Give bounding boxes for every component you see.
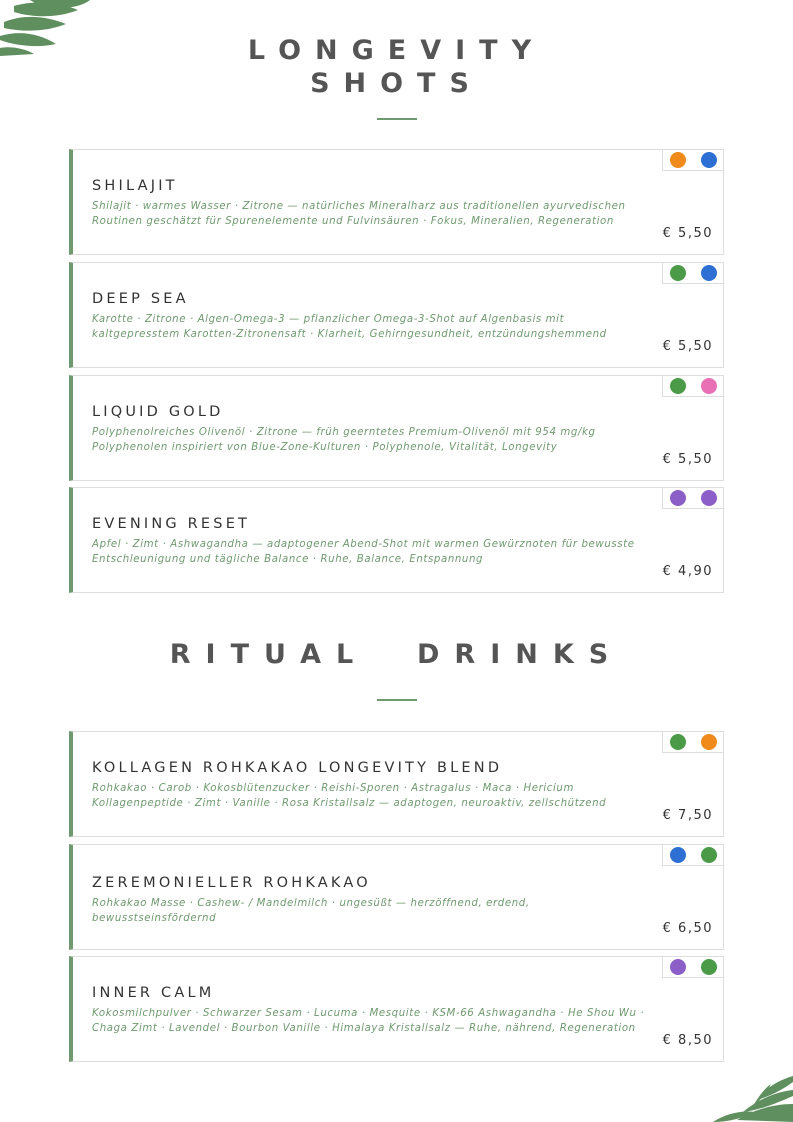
color-dot: [670, 152, 686, 168]
color-dot: [701, 265, 717, 281]
item-price: € 5,50: [662, 226, 713, 241]
dietary-dots: [662, 262, 724, 284]
item-name: INNER CALM: [92, 985, 215, 1001]
menu-item-card: [69, 149, 724, 255]
menu-item-card: [69, 487, 724, 593]
item-price: € 7,50: [662, 808, 713, 823]
section-title: [0, 34, 793, 100]
color-dot: [670, 378, 686, 394]
section-title-line: RITUAL DRINKS: [169, 639, 624, 670]
dietary-dots: [662, 149, 724, 171]
item-description: Rohkakao Masse · Cashew- / Mandelmilch · ungesüßt — herzöffnend, erdend, bewusstseinsfördernd: [92, 898, 530, 924]
color-dot: [670, 847, 686, 863]
item-name: LIQUID GOLD: [92, 404, 224, 420]
item-price: € 8,50: [662, 1033, 713, 1048]
item-price: € 5,50: [662, 452, 713, 467]
dietary-dots: [662, 956, 724, 978]
section-title-line: LONGEVITY: [247, 35, 546, 66]
menu-item-card: [69, 956, 724, 1062]
item-name: ZEREMONIELLER ROHKAKAO: [92, 875, 371, 891]
item-name: EVENING RESET: [92, 516, 251, 532]
section-divider: [377, 699, 417, 701]
dietary-dots: [662, 731, 724, 753]
menu-item-card: [69, 262, 724, 368]
section-title-line: SHOTS: [310, 68, 483, 99]
color-dot: [670, 734, 686, 750]
item-price: € 5,50: [662, 339, 713, 354]
dietary-dots: [662, 844, 724, 866]
item-description: Rohkakao · Carob · Kokosblütenzucker · Reishi-Sporen · Astragalus · Maca · Hericium Kollagenpeptide · Zimt · Vanille · Rosa Kristallsalz — adaptogen, neuroaktiv, zellschützend: [92, 783, 607, 809]
color-dot: [670, 490, 686, 506]
item-name: KOLLAGEN ROHKAKAO LONGEVITY BLEND: [92, 760, 503, 776]
color-dot: [701, 490, 717, 506]
menu-item-card: [69, 844, 724, 950]
item-price: € 4,90: [662, 564, 713, 579]
color-dot: [701, 959, 717, 975]
menu-item-card: [69, 731, 724, 837]
item-name: SHILAJIT: [92, 178, 178, 194]
item-description: Kokosmilchpulver · Schwarzer Sesam · Lucuma · Mesquite · KSM-66 Ashwagandha · He Shou Wu · Chaga Zimt · Lavendel · Bourbon Vanille · Himalaya Kristallsalz — Ruhe, nährend, Regeneration: [92, 1008, 645, 1034]
dietary-dots: [662, 487, 724, 509]
color-dot: [670, 265, 686, 281]
dietary-dots: [662, 375, 724, 397]
color-dot: [701, 847, 717, 863]
color-dot: [701, 378, 717, 394]
color-dot: [701, 152, 717, 168]
color-dot: [670, 959, 686, 975]
item-description: Polyphenolreiches Olivenöl · Zitrone — früh geerntetes Premium-Olivenöl mit 954 mg/kg Polyphenolen inspiriert von Blue-Zone-Kulturen · Polyphenole, Vitalität, Longevity: [92, 427, 596, 453]
item-description: Karotte · Zitrone · Algen-Omega-3 — pflanzlicher Omega-3-Shot auf Algenbasis mit kaltgepresstem Karotten-Zitronensaft · Klarheit, Gehirngesundheit, entzündungshemmend: [92, 314, 607, 340]
item-name: DEEP SEA: [92, 291, 189, 307]
section-divider: [377, 118, 417, 120]
item-price: € 6,50: [662, 921, 713, 936]
menu-item-card: [69, 375, 724, 481]
item-description: Apfel · Zimt · Ashwagandha — adaptogener Abend-Shot mit warmen Gewürznoten für bewusste Entschleunigung und tägliche Balance · Ruhe, Balance, Entspannung: [92, 539, 635, 565]
section-title: [0, 638, 793, 672]
item-description: Shilajit · warmes Wasser · Zitrone — natürliches Mineralharz aus traditionellen ayurvedischen Routinen geschätzt für Spurenelemente und Fulvinsäuren · Fokus, Mineralien, Regeneration: [92, 201, 626, 227]
leaf-decoration-icon: [709, 1066, 793, 1122]
color-dot: [701, 734, 717, 750]
